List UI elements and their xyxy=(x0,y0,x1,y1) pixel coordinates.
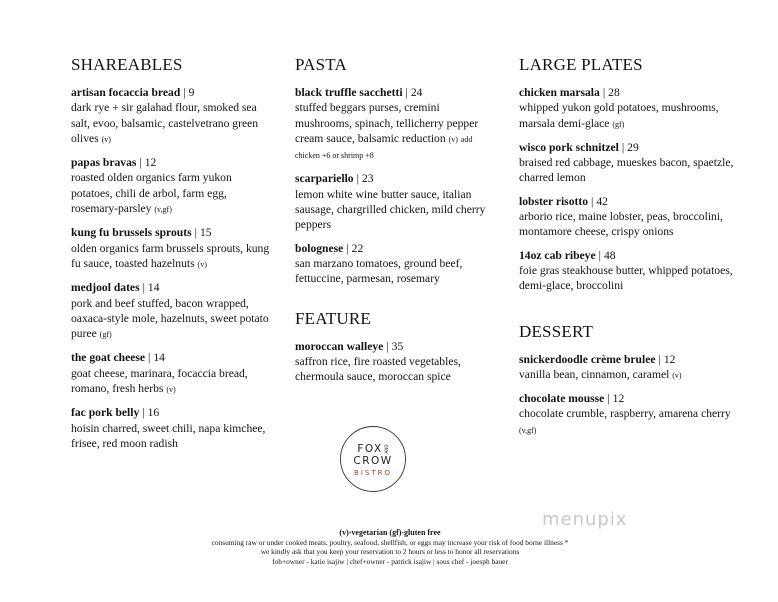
menu-item-header xyxy=(295,339,495,354)
menu-item-description xyxy=(71,421,271,452)
menu-item xyxy=(71,85,271,147)
menu-item-header xyxy=(71,85,271,100)
section-title: SHAREABLES xyxy=(71,55,183,74)
menu-item-description xyxy=(519,100,734,132)
menu-item-description xyxy=(71,296,271,343)
price-separator: | xyxy=(598,248,601,262)
menu-item-name: snickerdoodle crème brulee xyxy=(519,352,656,366)
menu-item-header xyxy=(519,352,734,367)
menu-item-header xyxy=(519,248,734,263)
dietary-note: (v,gf) xyxy=(519,425,537,435)
menu-item-description-text: olden organics farm brussels sprouts, kung fu sauce, toasted hazelnuts xyxy=(71,241,270,270)
footer-line: consuming raw or under cooked meats, poultry, seafood, shellfish, or eggs may increase your risk of food borne illness * xyxy=(211,537,569,547)
dietary-note: (v) xyxy=(166,385,176,395)
menu-item xyxy=(71,405,271,451)
menu-item-name: chicken marsala xyxy=(519,86,600,99)
menu-item-name: black truffle sacchetti xyxy=(295,86,403,99)
menu-item-description xyxy=(295,100,495,163)
menu-item-description-text: saffron rice, fire roasted vegetables, chermoula sauce, moroccan spice xyxy=(295,354,461,384)
price-separator: | xyxy=(139,156,142,170)
menu-item-name: bolognese xyxy=(295,241,344,255)
menu-item-price: 35 xyxy=(391,339,404,353)
column-middle xyxy=(295,55,495,392)
menu-item xyxy=(519,194,734,240)
menu-item-name: 14oz cab ribeye xyxy=(519,248,596,262)
menu-item-price: 15 xyxy=(199,226,212,240)
menu-item-header xyxy=(71,405,271,420)
logo-crow-text: CROW xyxy=(353,455,393,467)
section-spacer xyxy=(295,295,495,309)
menu-item xyxy=(519,391,734,438)
fox-and-crow-logo xyxy=(339,425,407,493)
menu-item xyxy=(295,241,495,287)
footer-line: we kindly ask that you keep your reservation to 2 hours or less to honor all reservations xyxy=(260,547,520,557)
menu-item-name: artisan focaccia bread xyxy=(71,86,181,99)
menu-item-price: 28 xyxy=(608,86,620,99)
menu-item xyxy=(71,280,271,342)
menu-item-name: chocolate mousse xyxy=(519,392,605,406)
menu-item-price: 22 xyxy=(351,241,364,255)
menu-item-price: 24 xyxy=(410,86,423,99)
menu-item-price: 29 xyxy=(627,140,639,154)
diet-legend: (v)-vegetarian (gf)-gluten free xyxy=(339,528,441,537)
menu-item-price: 12 xyxy=(663,352,676,366)
menu-item-price: 14 xyxy=(153,351,165,365)
menu-item-description-text: hoisin charred, sweet chili, napa kimchee, frisee, red moon radish xyxy=(71,421,266,450)
column-left xyxy=(71,55,271,459)
menu-item-header xyxy=(519,194,734,209)
price-separator: | xyxy=(658,352,661,366)
menu-item-description xyxy=(71,241,271,273)
menu-item-description xyxy=(519,155,734,186)
menu-item-description-text: foie gras steakhouse butter, whipped potatoes, demi-glace, broccolini xyxy=(519,263,733,293)
menu-item xyxy=(71,350,271,397)
menu-item-header xyxy=(295,85,495,100)
menu-item-description xyxy=(519,263,734,294)
price-separator: | xyxy=(142,406,145,420)
menu-item-description xyxy=(71,170,271,217)
menu-item-header xyxy=(519,85,734,100)
menu-item xyxy=(71,155,271,217)
menu-item-description xyxy=(295,354,495,385)
section-spacer xyxy=(519,302,734,322)
dietary-note: (v,gf) xyxy=(154,205,172,215)
menu-item xyxy=(519,140,734,186)
logo-fox-text: FOX xyxy=(357,443,383,455)
menu-item-price: 42 xyxy=(596,194,608,208)
add-on-note: add chicken +6 or shrimp +8 xyxy=(295,134,473,161)
price-separator: | xyxy=(142,281,145,295)
price-separator: | xyxy=(183,86,186,99)
menu-item-header xyxy=(71,280,271,295)
menu-item-name: wisco pork schnitzel xyxy=(519,140,619,154)
menupix-watermark: menupix xyxy=(542,509,628,530)
price-separator: | xyxy=(602,86,606,99)
menu-item-name: scarpariello xyxy=(295,172,354,186)
menu-item-price: 23 xyxy=(361,172,374,186)
menu-item-description xyxy=(519,406,734,438)
section-title: PASTA xyxy=(295,55,347,74)
price-separator: | xyxy=(148,351,151,365)
menu-item-header xyxy=(519,391,734,406)
menu-item-header xyxy=(519,140,734,155)
menu-item-name: moroccan walleye xyxy=(295,339,384,353)
menu-item-header xyxy=(71,225,271,240)
menu-item-description-text: arborio rice, maine lobster, peas, broccolini, montamore cheese, crispy onions xyxy=(519,210,723,239)
dietary-note: (v) xyxy=(672,370,682,380)
footer-line: foh+owner - katie isajiw | chef+owner - patrick isajiw | sous chef - joesph bauer xyxy=(272,556,508,566)
menu-item-description-text: whipped yukon gold potatoes, mushrooms, marsala demi-glace xyxy=(519,101,719,130)
menu-item-description-text: chocolate crumble, raspberry, amarena cherry xyxy=(519,407,731,421)
menu-item-name: papas bravas xyxy=(71,156,137,170)
menu-item xyxy=(519,352,734,384)
dietary-note: (gf) xyxy=(612,119,625,129)
section-title: FEATURE xyxy=(295,308,372,328)
footer xyxy=(150,528,630,566)
menu-item-header xyxy=(295,241,495,256)
price-separator: | xyxy=(591,194,594,208)
menu-item-price: 12 xyxy=(612,392,625,406)
menu-item-name: kung fu brussels sprouts xyxy=(71,226,192,240)
menu-item-description-text: lemon white wine butter sauce, italian sausage, chargrilled chicken, mild cherry peppers xyxy=(295,187,486,232)
price-separator: | xyxy=(621,140,625,154)
menu-item-price: 9 xyxy=(188,86,195,99)
menu-item-name: the goat cheese xyxy=(71,351,146,365)
menu-item-description xyxy=(295,256,495,287)
menu-item-description xyxy=(519,209,734,240)
dietary-note: (v) xyxy=(101,134,111,144)
menu-item-description xyxy=(71,100,271,147)
menu-item-header xyxy=(71,350,271,365)
menu-item-price: 14 xyxy=(147,281,160,295)
menu-item-name: fac pork belly xyxy=(71,406,140,420)
price-separator: | xyxy=(194,226,197,240)
menu-item xyxy=(519,248,734,294)
menu-item-description xyxy=(71,366,271,398)
menu-item-price: 16 xyxy=(147,406,160,420)
menu-item-description-text: vanilla bean, cinnamon, caramel xyxy=(519,367,670,381)
price-separator: | xyxy=(405,86,408,99)
logo-bistro-text: BISTRO xyxy=(354,469,392,477)
menu-item-name: lobster risotto xyxy=(519,194,589,208)
menu-item-price: 48 xyxy=(603,248,616,262)
menu-item-description-text: braised red cabbage, mueskes bacon, spaetzle, charred lemon xyxy=(519,156,734,185)
menu-item-name: medjool dates xyxy=(71,281,140,295)
menu-item-description xyxy=(295,187,495,233)
menu-item xyxy=(71,225,271,272)
menu-item xyxy=(295,85,495,163)
menu-item xyxy=(519,85,734,132)
menu-item-description-text: dark rye + sir galahad flour, smoked sea salt, evoo, balsamic, castelvetrano green olives xyxy=(71,101,259,145)
menu-item-price: 12 xyxy=(144,156,157,170)
menu-item-description xyxy=(519,367,734,383)
dietary-note: (v) xyxy=(448,134,458,144)
price-separator: | xyxy=(386,339,389,353)
logo-and-text: AND xyxy=(384,444,389,454)
price-separator: | xyxy=(356,172,359,186)
section-title: LARGE PLATES xyxy=(519,55,643,74)
price-separator: | xyxy=(346,241,349,255)
menu-item-description-text: san marzano tomatoes, ground beef, fettuccine, parmesan, rosemary xyxy=(295,256,463,286)
menu-item-description-text: pork and beef stuffed, bacon wrapped, oaxaca-style mole, hazelnuts, sweet potato puree xyxy=(71,296,269,341)
menu-item-header xyxy=(71,155,271,170)
column-right xyxy=(519,55,734,446)
section-title: DESSERT xyxy=(519,321,594,341)
dietary-note: (gf) xyxy=(99,330,112,340)
dietary-note: (v) xyxy=(197,259,207,269)
menu-item-description-text: stuffed beggars purses, cremini mushrooms, spinach, tellicherry pepper cream sauce, balsamic reduction xyxy=(295,101,479,145)
menu-item-description-text: goat cheese, marinara, focaccia bread, romano, fresh herbs xyxy=(71,366,248,396)
menu-item-description-text: roasted olden organics farm yukon potatoes, chili de arbol, farm egg, rosemary-parsley xyxy=(71,171,232,216)
price-separator: | xyxy=(607,392,610,406)
menu-item xyxy=(295,339,495,385)
menu-item-header xyxy=(295,171,495,186)
menu-item xyxy=(295,171,495,232)
